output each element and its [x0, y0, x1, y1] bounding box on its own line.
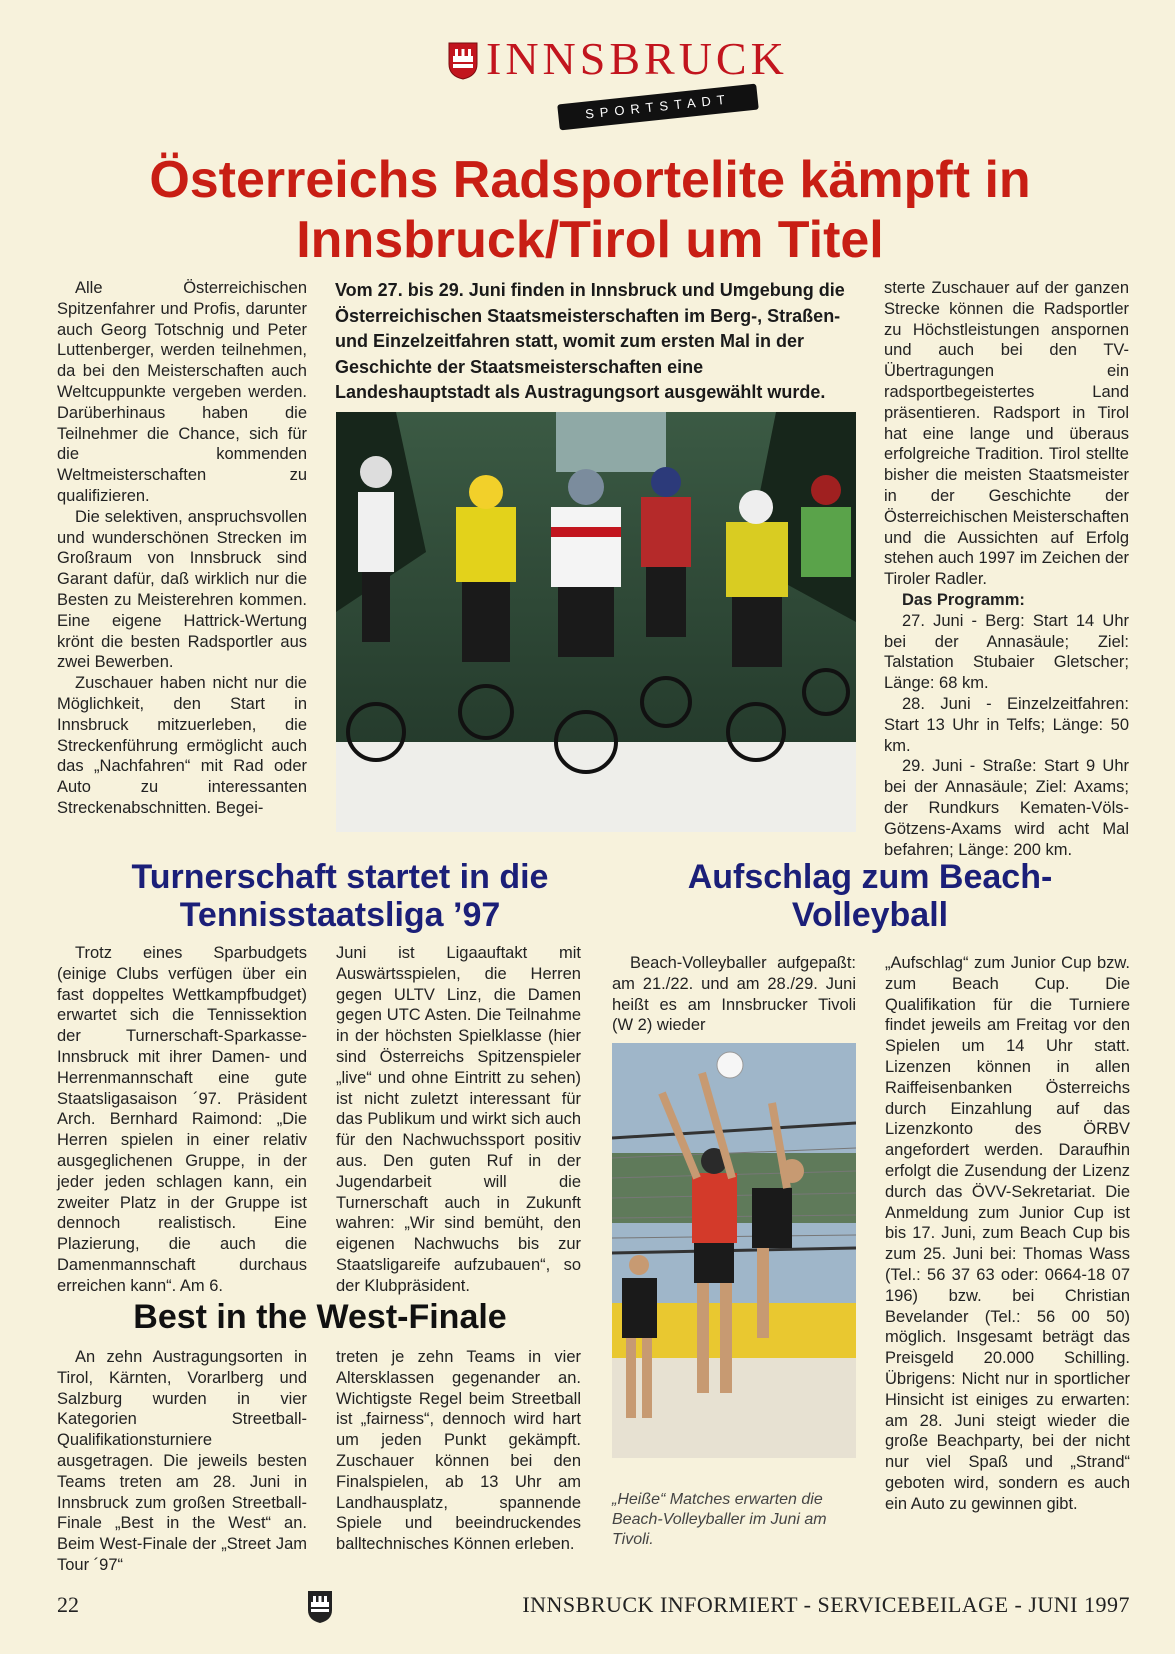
beach-paragraph: „Aufschlag“ zum Junior Cup bzw. zum Beach Cup. Die Qualifikation für die Turniere findet jeweils am Freitag vor den Spielen um 14 Uhr statt. Lizenzen können in allen Raiffeisenbanken Österreichs durch Einzahlung auf das Lizenzkonto des ÖRBV angefordert werden. Daraufhin erfolgt die Zusendung der Lizenz durch das ÖVV-Sekretariat. Die Anmeldung zum Junior Cup ist bis 17. Juni, zum Beach Cup bis zum 25. Juni bei: Thomas Wass (Tel.: 56 37 63 oder: 0664-18 07 196) bzw. bei Christian Bevelander (Tel.: 56 00 50) möglich. Insgesamt beträgt das Preisgeld 20.000 Schilling. Übrigens: Nicht nur in sportlicher Hinsicht ist einiges zu erwarten: am 28. Juni steigt wieder die große Beachparty, bei der nicht nur viel Spaß und „Strand“ geboten wird, sondern es auch ein Auto zu gewinnen gibt.	[885, 954, 1130, 1513]
innsbruck-crest-icon	[307, 1590, 333, 1624]
program-heading: Das Programm:	[902, 590, 1025, 609]
page-footer	[57, 1590, 1130, 1626]
beach-article-title: Aufschlag zum Beach-Volleyball	[687, 858, 1053, 934]
page-number: 22	[57, 1592, 79, 1617]
intro-paragraph: Zuschauer haben nicht nur die Möglichkeit, den Start in Innsbruck mitzuerleben, die Streckenführung ermöglicht auch das „Nachfahren“ mit Rad oder Auto zu interessanten Streckenabschnitten. Begei-	[57, 674, 307, 817]
program-item: 29. Juni - Straße: Start 9 Uhr bei der Annasäule; Ziel: Axams; der Rundkurs Kematen-Völs-Götzens-Axams wird acht Mal befahren; Länge: 200 km.	[884, 757, 1129, 859]
main-article-intro-column	[57, 278, 307, 819]
intro-paragraph: Alle Österreichischen Spitzenfahrer und Profis, darunter auch Georg Totschnig und Peter Luttenberger, werden teilnehmen, da bei den Meisterschaften auch Weltcuppunkte vergeben werden. Darüberhinaus haben die Teilnehmer die Chance, sich für die kommenden Weltmeisterschaften zu qualifizieren.	[57, 279, 307, 505]
west-article-column-2	[336, 1347, 581, 1555]
beach-photo-caption: „Heiße“ Matches erwarten die Beach-Volleyballer im Juni am Tivoli.	[612, 1491, 827, 1548]
masthead-brand: INNSBRUCK	[486, 33, 788, 84]
beach-volleyball-photo	[612, 1043, 856, 1458]
masthead-tagline: SPORTSTADT	[557, 84, 759, 131]
west-paragraph: An zehn Austragungsorten in Tirol, Kärnten, Vorarlberg und Salzburg wurden in vier Kategorien Streetball-Qualifikationsturniere ausgetragen. Die jeweils besten Teams treten am 28. Juni in Innsbruck zum großen Streetball-Finale „Best in the West“ an. Beim West-Finale der „Street Jam Tour ´97“	[57, 1348, 307, 1574]
beach-article-column-2	[885, 953, 1130, 1515]
west-article-title: Best in the West-Finale	[133, 1298, 507, 1336]
main-article-lead: Vom 27. bis 29. Juni finden in Innsbruck und Umgebung die Österreichischen Staatsmeisterschaften im Berg-, Straßen- und Einzelzeitfahren statt, womit zum ersten Mal in der Geschichte der Staatsmeisterschaften eine Landeshauptstadt als Austragungsort ausgewählt wurde.	[335, 280, 845, 402]
masthead	[440, 32, 788, 127]
west-paragraph: treten je zehn Teams in vier Altersklassen gegenander an. Wichtigste Regel beim Streetball ist „fairness“, dennoch wird hart um jeden Punkt gekämpft. Zuschauer können bei den Finalspielen, ab 13 Uhr am Landhausplatz, spannende Spiele und beeindruckendes balltechnisches Können erleben.	[336, 1348, 581, 1554]
tennis-article-column-1	[57, 943, 307, 1297]
program-item: 27. Juni - Berg: Start 14 Uhr bei der Annasäule; Ziel: Talstation Stubaier Gletscher; Länge: 68 km.	[884, 611, 1129, 693]
beach-paragraph: Beach-Volleyballer aufgepaßt: am 21./22. und am 28./29. Juni heißt es am Innsbrucker Tivoli (W 2) wieder	[612, 954, 856, 1035]
west-article-column-1	[57, 1347, 307, 1576]
publication-name: INNSBRUCK INFORMIERT - SERVICEBEILAGE - JUNI 1997	[522, 1592, 1130, 1617]
main-article-right-column	[884, 278, 1129, 860]
tennis-paragraph: Juni ist Ligaauftakt mit Auswärtsspielen, die Herren gegen ULTV Linz, die Damen gegen UTC Asten. Die Teilnahme in der höchsten Spielklasse (hier sind Österreichs Spitzenspieler „live“ und ohne Eintritt zu sehen) ist nicht zuletzt interessant für das Publikum und wirkt sich auch für den Nachwuchssport positiv aus. Den guten Ruf in der Jugendarbeit will die Turnerschaft auch in Zukunft wahren: „Wir sind bemüht, den eigenen Nachwuchs bis zur Staatsligareife aufzubauen“, so der Klubpräsident.	[336, 944, 581, 1295]
cycling-race-photo	[336, 412, 856, 832]
innsbruck-crest-icon	[448, 42, 478, 80]
tennis-article-title: Turnerschaft startet in die Tennisstaatsliga ’97	[131, 858, 549, 934]
continuation-paragraph: sterte Zuschauer auf der ganzen Strecke können die Radsportler zu Höchstleistungen anspornen und auch bei den TV-Übertragungen ein radsportbegeistertes Land präsentieren. Radsport in Tirol hat eine lange und überaus erfolgreiche Tradition. Tirol stellte bisher die meisten Staatsmeister in der Geschichte der Österreichischen Meisterschaften und die Aussichten auf Erfolg stehen auch 1997 im Zeichen der Tiroler Radler.	[884, 279, 1129, 589]
intro-paragraph: Die selektiven, anspruchsvollen und wunderschönen Strecken im Großraum von Innsbruck sind Garant dafür, daß wirklich nur die Besten zu Meisterehren kommen. Eine eigene Hattrick-Wertung krönt die besten Radsportler aus zwei Bewerben.	[57, 507, 307, 672]
beach-article-column-1	[612, 953, 856, 1036]
page-headline: Österreichs Radsportelite kämpft in Innsbruck/Tirol um Titel	[149, 151, 1031, 269]
program-item: 28. Juni - Einzelzeitfahren: Start 13 Uhr in Telfs; Länge: 50 km.	[884, 694, 1129, 755]
tennis-article-column-2	[336, 943, 581, 1297]
tennis-paragraph: Trotz eines Sparbudgets (einige Clubs verfügen über ein fast doppeltes Wettkampfbudget) erwartet sich die Tennissektion der Turnerschaft-Sparkasse-Innsbruck mit ihrer Damen- und Herrenmannschaft eine gute Staatsligasaison ´97. Präsident Arch. Bernhard Raimond: „Die Herren spielen in einer relativ ausgeglichenen Gruppe, in der jeder jeden schlagen kann, ein zweiter Platz in der Gruppe ist dennoch realistisch. Eine Plazierung, die auch die Damenmannschaft durchaus erreichen kann“. Am 6.	[57, 944, 307, 1295]
